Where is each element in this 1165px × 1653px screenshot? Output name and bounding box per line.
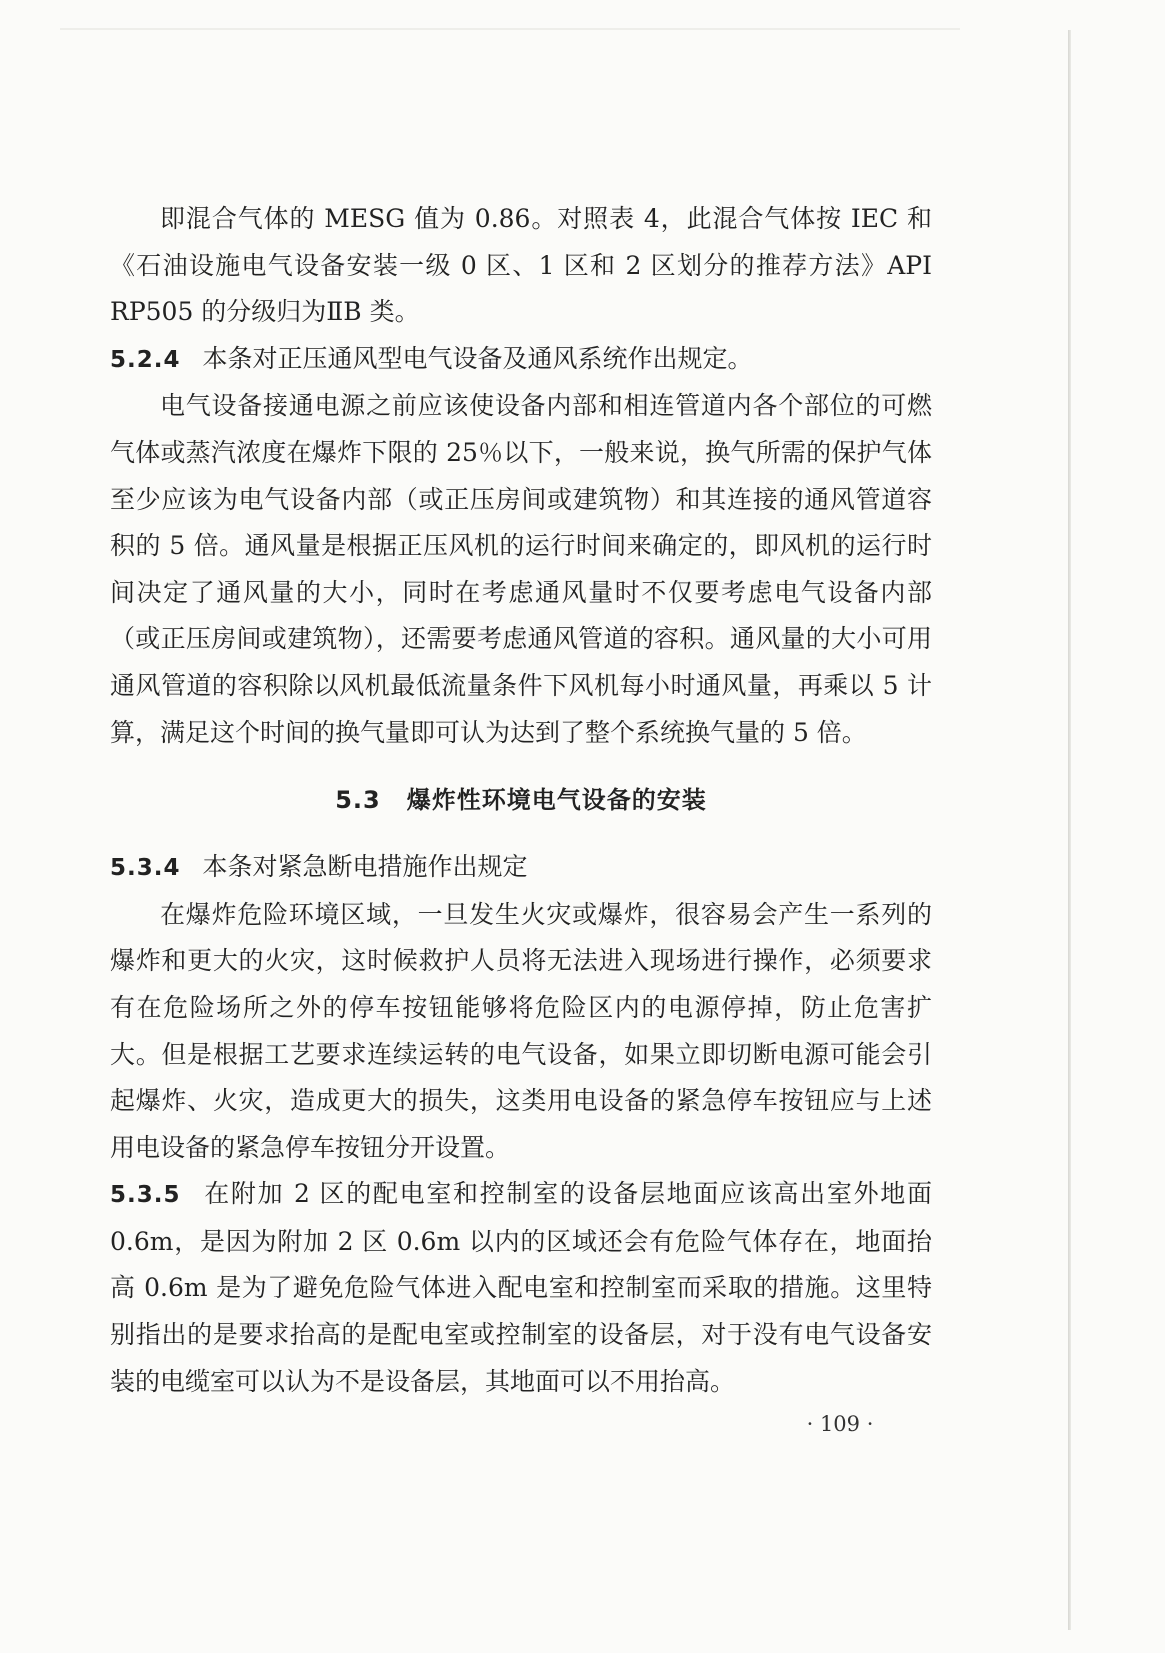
paragraph-ventilation: 电气设备接通电源之前应该使设备内部和相连管道内各个部位的可燃气体或蒸汽浓度在爆炸下限的 25％以下，一般来说，换气所需的保护气体至少应该为电气设备内部（或正压房间或建筑物）和其连接的通风管道容积的 5 倍。通风量是根据正压风机的运行时间来确定的，即风机的运行时间决定了通风量的大小，同时在考虑通风量时不仅要考虑电气设备内部（或正压房间或建筑物），还需要考虑通风管道的容积。通风量的大小可用通风管道的容积除以风机最低流量条件下风机每小时通风量，再乘以 5 计算，满足这个时间的换气量即可认为达到了整个系统换气量的 5 倍。	[110, 391, 932, 747]
section-number: 5.3	[335, 786, 381, 815]
clause-text: 在附加 2 区的配电室和控制室的设备层地面应该高出室外地面 0.6m，是因为附加 2 区 0.6m 以内的区域还会有危险气体存在，地面抬高 0.6m 是为了避免危险气体进入配电室和控制室而采取的措施。这里特别指出的是要求抬高的是配电室或控制室的设备层，对于没有电气设备安装的电缆室可以认为不是设备层，其地面可以不用抬高。	[110, 1179, 932, 1396]
clause-5-3-4	[110, 844, 932, 892]
clause-number: 5.3.5	[110, 1182, 181, 1209]
paragraph-mesg: 即混合气体的 MESG 值为 0.86。对照表 4，此混合气体按 IEC 和《石油设施电气设备安装一级 0 区、1 区和 2 区划分的推荐方法》API RP505 的分级归为ⅡB 类。	[110, 204, 932, 327]
clause-number: 5.2.4	[110, 346, 181, 373]
section-heading	[110, 756, 932, 844]
paragraph-emergency-stop: 在爆炸危险环境区域，一旦发生火灾或爆炸，很容易会产生一系列的爆炸和更大的火灾，这时候救护人员将无法进入现场进行操作，必须要求有在危险场所之外的停车按钮能够将危险区内的电源停掉，防止危害扩大。但是根据工艺要求连续运转的电气设备，如果立即切断电源可能会引起爆炸、火灾，造成更大的损失，这类用电设备的紧急停车按钮应与上述用电设备的紧急停车按钮分开设置。	[110, 899, 932, 1162]
clause-text: 本条对正压通风型电气设备及通风系统作出规定。	[202, 343, 753, 373]
clause-number: 5.3.4	[110, 855, 181, 882]
clause-text: 本条对紧急断电措施作出规定	[202, 852, 528, 882]
page-number: · 109 ·	[806, 1412, 874, 1436]
page-content	[110, 196, 932, 1405]
clause-5-3-5	[110, 1171, 932, 1405]
clause-5-2-4	[110, 336, 932, 384]
scan-edge-top	[60, 28, 960, 30]
section-title: 爆炸性环境电气设备的安装	[406, 786, 707, 815]
scan-edge-right	[1068, 30, 1071, 1630]
